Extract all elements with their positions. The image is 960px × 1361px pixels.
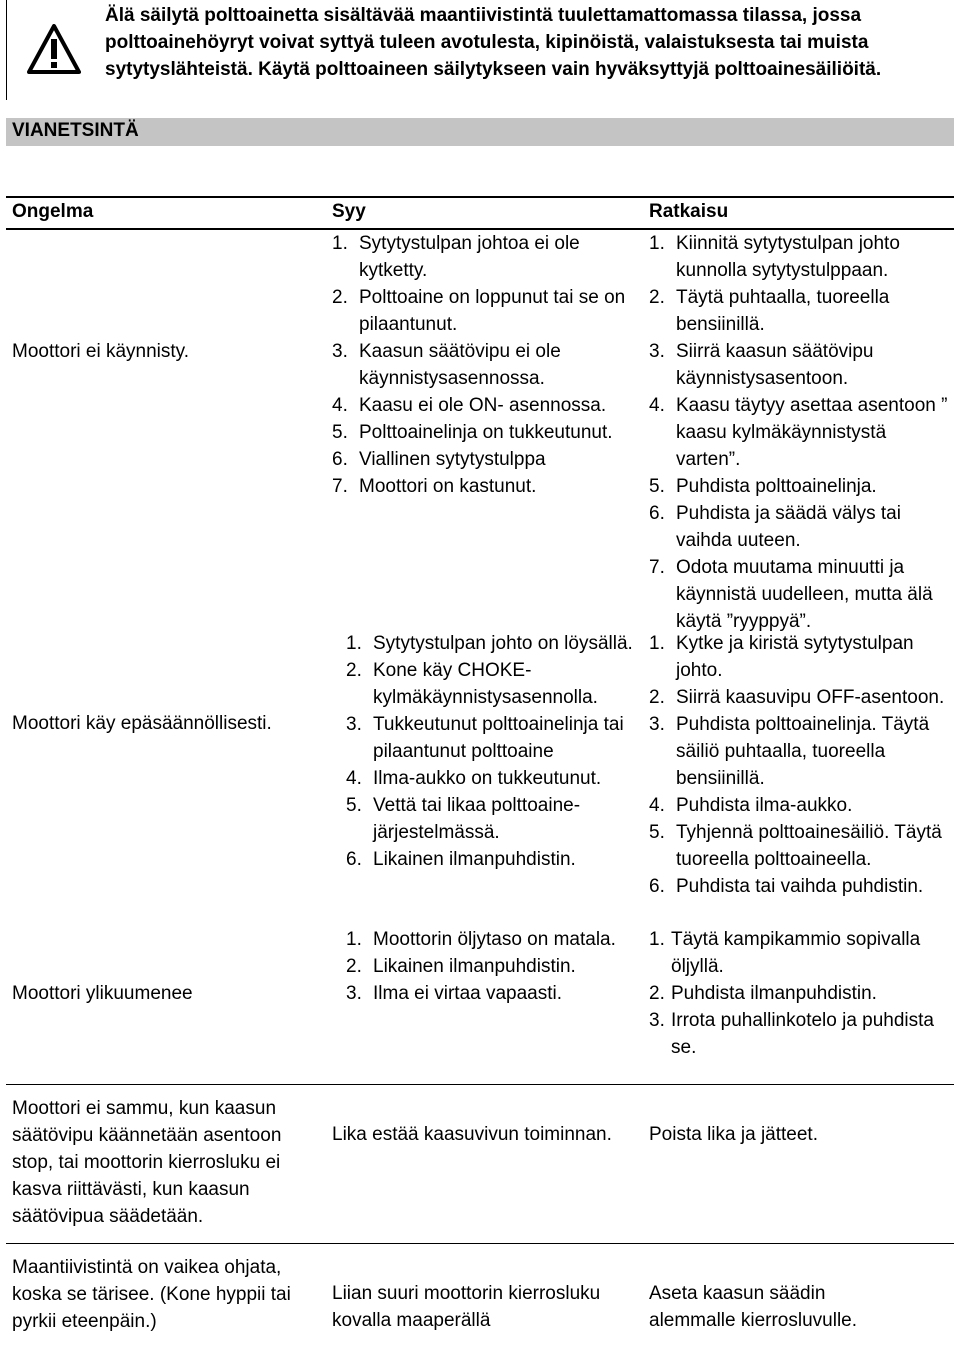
solution-cell: Aseta kaasun säädin alemmalle kierrosluvulle. xyxy=(649,1283,858,1331)
table-row xyxy=(6,1243,954,1356)
list-item: 4. Kaasu ei ole ON- asennossa. xyxy=(332,395,607,416)
problem-cell: Moottori ylikuumenee xyxy=(12,983,193,1004)
list-item: 4. Kaasu täytyy asettaa asentoon ” kaasu kylmäkäynnistystä varten”. xyxy=(649,395,948,470)
list-item: 3. Ilma ei virtaa vapaasti. xyxy=(346,983,563,1004)
problem-cell: Moottori ei sammu, kun kaasun säätövipu käännetään asentoon stop, tai moottorin kierrosluku ei kasva riittävästi, kun kaasun säätövipua säädetään. xyxy=(12,1098,282,1227)
solution-list xyxy=(649,230,949,635)
list-item: 6. Likainen ilmanpuhdistin. xyxy=(346,849,576,870)
list-item: 4. Ilma-aukko on tukkeutunut. xyxy=(346,768,602,789)
header-problem: Ongelma xyxy=(12,201,94,222)
list-item: 3. Tukkeutunut polttoainelinja tai pilaantunut polttoaine xyxy=(346,714,624,762)
cause-list xyxy=(346,926,636,1007)
list-item: 6. Puhdista tai vaihda puhdistin. xyxy=(649,876,924,897)
list-item: 5. Vettä tai likaa polttoaine-järjestelmässä. xyxy=(346,795,581,843)
list-item: 1. Täytä kampikammio sopivalla öljyllä. xyxy=(649,929,921,977)
problem-cell: Moottori käy epäsäännöllisesti. xyxy=(12,713,272,734)
table-row xyxy=(6,628,954,924)
list-item: 6. Viallinen sytytystulppa xyxy=(332,449,546,470)
table-row xyxy=(6,924,954,1084)
list-item: 1. Kiinnitä sytytystulpan johto kunnolla sytytystulppaan. xyxy=(649,233,900,281)
list-item: 1. Sytytystulpan johtoa ei ole kytketty. xyxy=(332,233,580,281)
list-item: 3. Kaasun säätövipu ei ole käynnistysasennossa. xyxy=(332,341,561,389)
warning-line: polttoainehöyryt voivat syttyä tuleen avotulesta, kipinöistä, valaistuksesta tai muista xyxy=(105,32,869,53)
cause-cell: Lika estää kaasuvivun toiminnan. xyxy=(332,1124,612,1145)
list-item: 1. Sytytystulpan johto on löysällä. xyxy=(346,633,633,654)
table-row xyxy=(6,230,954,632)
list-item: 3. Puhdista polttoainelinja. Täytä säiliö puhtaalla, tuoreella bensiinillä. xyxy=(649,714,930,789)
problem-cell: Moottori ei käynnisty. xyxy=(12,341,190,362)
list-item: 3. Irrota puhallinkotelo ja puhdista se. xyxy=(649,1010,935,1058)
solution-list xyxy=(649,926,944,1061)
table-header xyxy=(6,196,954,230)
list-item: 2. Polttoaine on loppunut tai se on pilaantunut. xyxy=(332,287,626,335)
list-item: 1. Moottorin öljytaso on matala. xyxy=(346,929,616,950)
list-item: 5. Polttoainelinja on tukkeutunut. xyxy=(332,422,613,443)
section-heading-bar xyxy=(6,118,954,146)
list-item: 1. Kytke ja kiristä sytytystulpan johto. xyxy=(649,633,914,681)
list-item: 5. Tyhjennä polttoainesäiliö. Täytä tuoreella polttoaineella. xyxy=(649,822,942,870)
list-item: 3. Siirrä kaasun säätövipu käynnistysasentoon. xyxy=(649,341,874,389)
table-row xyxy=(6,1084,954,1243)
warning-box xyxy=(6,0,955,100)
list-item: 6. Puhdista ja säädä välys tai vaihda uuteen. xyxy=(649,503,901,551)
list-item: 5. Puhdista polttoainelinja. xyxy=(649,476,877,497)
list-item: 2. Kone käy CHOKE-kylmäkäynnistysasennolla. xyxy=(346,660,598,708)
warning-text xyxy=(105,2,925,83)
list-item: 7. Moottori on kastunut. xyxy=(332,476,537,497)
warning-line: sytytyslähteistä. Käytä polttoaineen säilytykseen vain hyväksyttyjä polttoainesäiliöitä. xyxy=(105,59,882,80)
list-item: 2. Likainen ilmanpuhdistin. xyxy=(346,956,576,977)
list-item: 2. Puhdista ilmanpuhdistin. xyxy=(649,983,877,1004)
warning-triangle-icon xyxy=(27,24,81,74)
solution-cell: Poista lika ja jätteet. xyxy=(649,1124,818,1145)
header-cause: Syy xyxy=(332,201,366,222)
solution-list xyxy=(649,630,949,900)
list-item: 2. Täytä puhtaalla, tuoreella bensiinillä. xyxy=(649,287,890,335)
list-item: 7. Odota muutama minuutti ja käynnistä uudelleen, mutta älä käytä ”ryyppyä”. xyxy=(649,557,933,632)
cause-list xyxy=(332,230,632,500)
cause-cell: Liian suuri moottorin kierrosluku kovalla maaperällä xyxy=(332,1283,601,1331)
list-item: 2. Siirrä kaasuvipu OFF-asentoon. xyxy=(649,687,945,708)
warning-line: Älä säilytä polttoainetta sisältävää maantiivistintä tuulettamattomassa tilassa, jossa xyxy=(105,5,862,26)
section-title: VIANETSINTÄ xyxy=(12,120,139,141)
header-solution: Ratkaisu xyxy=(649,201,729,222)
troubleshooting-table xyxy=(6,196,954,1356)
problem-cell: Maantiivistintä on vaikea ohjata, koska se tärisee. (Kone hyppii tai pyrkii eteenpäin.) xyxy=(12,1257,291,1332)
cause-list xyxy=(346,630,636,873)
list-item: 4. Puhdista ilma-aukko. xyxy=(649,795,853,816)
